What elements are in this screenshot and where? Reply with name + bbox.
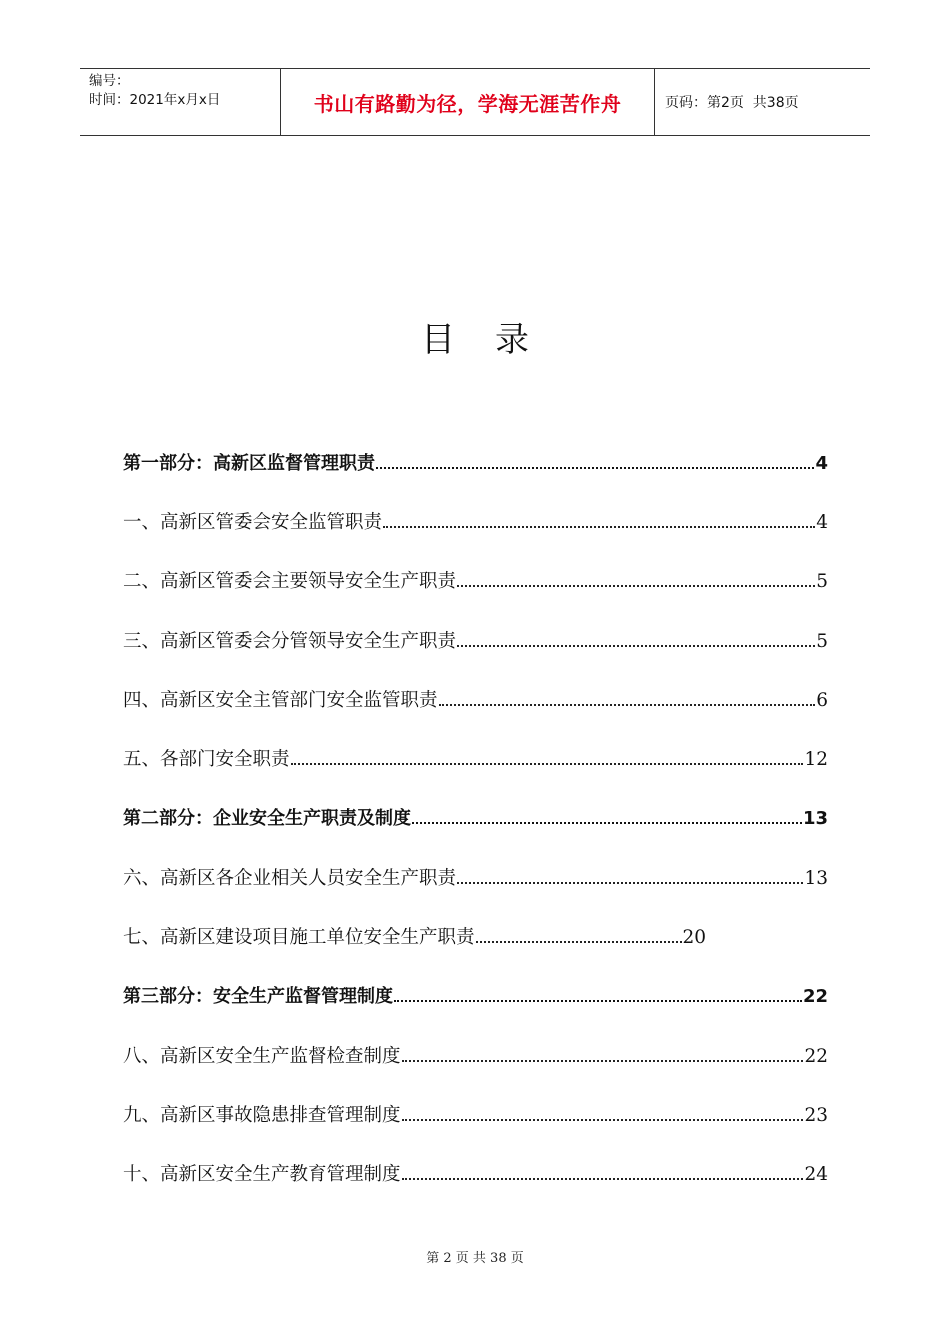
document-title: 目录 — [421, 320, 569, 360]
toc-leader-dots — [402, 1166, 804, 1185]
toc-leader-dots — [394, 988, 802, 1006]
page-footer: 第 2 页 共 38 页 — [426, 1251, 524, 1266]
toc-entry[interactable] — [123, 671, 828, 730]
toc-leader-dots — [402, 1107, 804, 1126]
toc-leader-dots — [476, 929, 682, 948]
toc-leader-dots — [383, 514, 815, 533]
toc-entry[interactable] — [123, 612, 828, 671]
toc-entry-page: 13 — [804, 867, 828, 889]
toc-entry[interactable] — [123, 730, 828, 789]
toc-entry[interactable] — [123, 849, 828, 908]
toc-entry-page: 22 — [804, 1045, 828, 1067]
toc-entry-page: 6 — [816, 689, 828, 711]
toc-leader-dots — [402, 1047, 804, 1066]
toc-leader-dots — [457, 632, 815, 651]
toc-entry-label: 二、高新区管委会主要领导安全生产职责 — [123, 571, 457, 593]
toc-part-entry[interactable] — [123, 968, 828, 1027]
toc-entry-page: 13 — [802, 808, 828, 830]
document-time: 时间：2021年x月x日 — [89, 92, 221, 108]
toc-entry-label: 十、高新区安全生产教育管理制度 — [123, 1164, 401, 1186]
toc-part-entry[interactable] — [123, 790, 828, 849]
header-motto: 书山有路勤为径，学海无涯苦作舟 — [281, 69, 655, 135]
header-meta — [80, 69, 281, 135]
toc-entry-page: 20 — [682, 927, 707, 949]
toc-entry-label: 第二部分：企业安全生产职责及制度 — [123, 808, 411, 830]
header-page-info — [655, 69, 870, 135]
toc-entry-page: 23 — [804, 1104, 828, 1126]
toc-entry-label: 四、高新区安全主管部门安全监管职责 — [123, 689, 438, 711]
toc-entry-label: 第一部分：高新区监督管理职责 — [123, 452, 375, 474]
toc-entry[interactable] — [123, 493, 828, 552]
toc-leader-dots — [457, 573, 815, 592]
toc-entry[interactable] — [123, 1027, 828, 1086]
toc-entry-label: 八、高新区安全生产监督检查制度 — [123, 1045, 401, 1067]
page-header — [80, 68, 870, 136]
toc-entry-page: 4 — [815, 452, 828, 474]
document-number: 编号： — [89, 73, 130, 89]
toc-entry-label: 七、高新区建设项目施工单位安全生产职责 — [123, 927, 475, 949]
header-page-text: 页码：第2页 共38页 — [665, 95, 799, 111]
table-of-contents — [123, 434, 828, 1205]
toc-part-entry[interactable] — [123, 434, 828, 493]
toc-entry-page: 24 — [804, 1164, 828, 1186]
toc-entry-page: 5 — [816, 571, 828, 593]
toc-entry[interactable] — [123, 1086, 828, 1145]
toc-entry-label: 一、高新区管委会安全监管职责 — [123, 511, 383, 533]
toc-leader-dots — [457, 869, 803, 888]
toc-entry-label: 六、高新区各企业相关人员安全生产职责 — [123, 867, 457, 889]
toc-entry-label: 九、高新区事故隐患排查管理制度 — [123, 1104, 401, 1126]
toc-entry-label: 五、各部门安全职责 — [123, 749, 290, 771]
toc-entry[interactable] — [123, 553, 828, 612]
toc-entry-page: 5 — [816, 630, 828, 652]
toc-leader-dots — [439, 692, 816, 711]
toc-entry-page: 12 — [804, 749, 828, 771]
toc-leader-dots — [291, 751, 804, 770]
toc-entry-label: 第三部分：安全生产监督管理制度 — [123, 986, 393, 1008]
toc-entry[interactable] — [123, 908, 828, 967]
toc-entry-page: 4 — [816, 511, 828, 533]
toc-entry-page: 22 — [802, 986, 828, 1008]
toc-leader-dots — [412, 810, 802, 828]
toc-entry[interactable] — [123, 1146, 828, 1205]
toc-leader-dots — [376, 455, 814, 473]
toc-entry-label: 三、高新区管委会分管领导安全生产职责 — [123, 630, 457, 652]
